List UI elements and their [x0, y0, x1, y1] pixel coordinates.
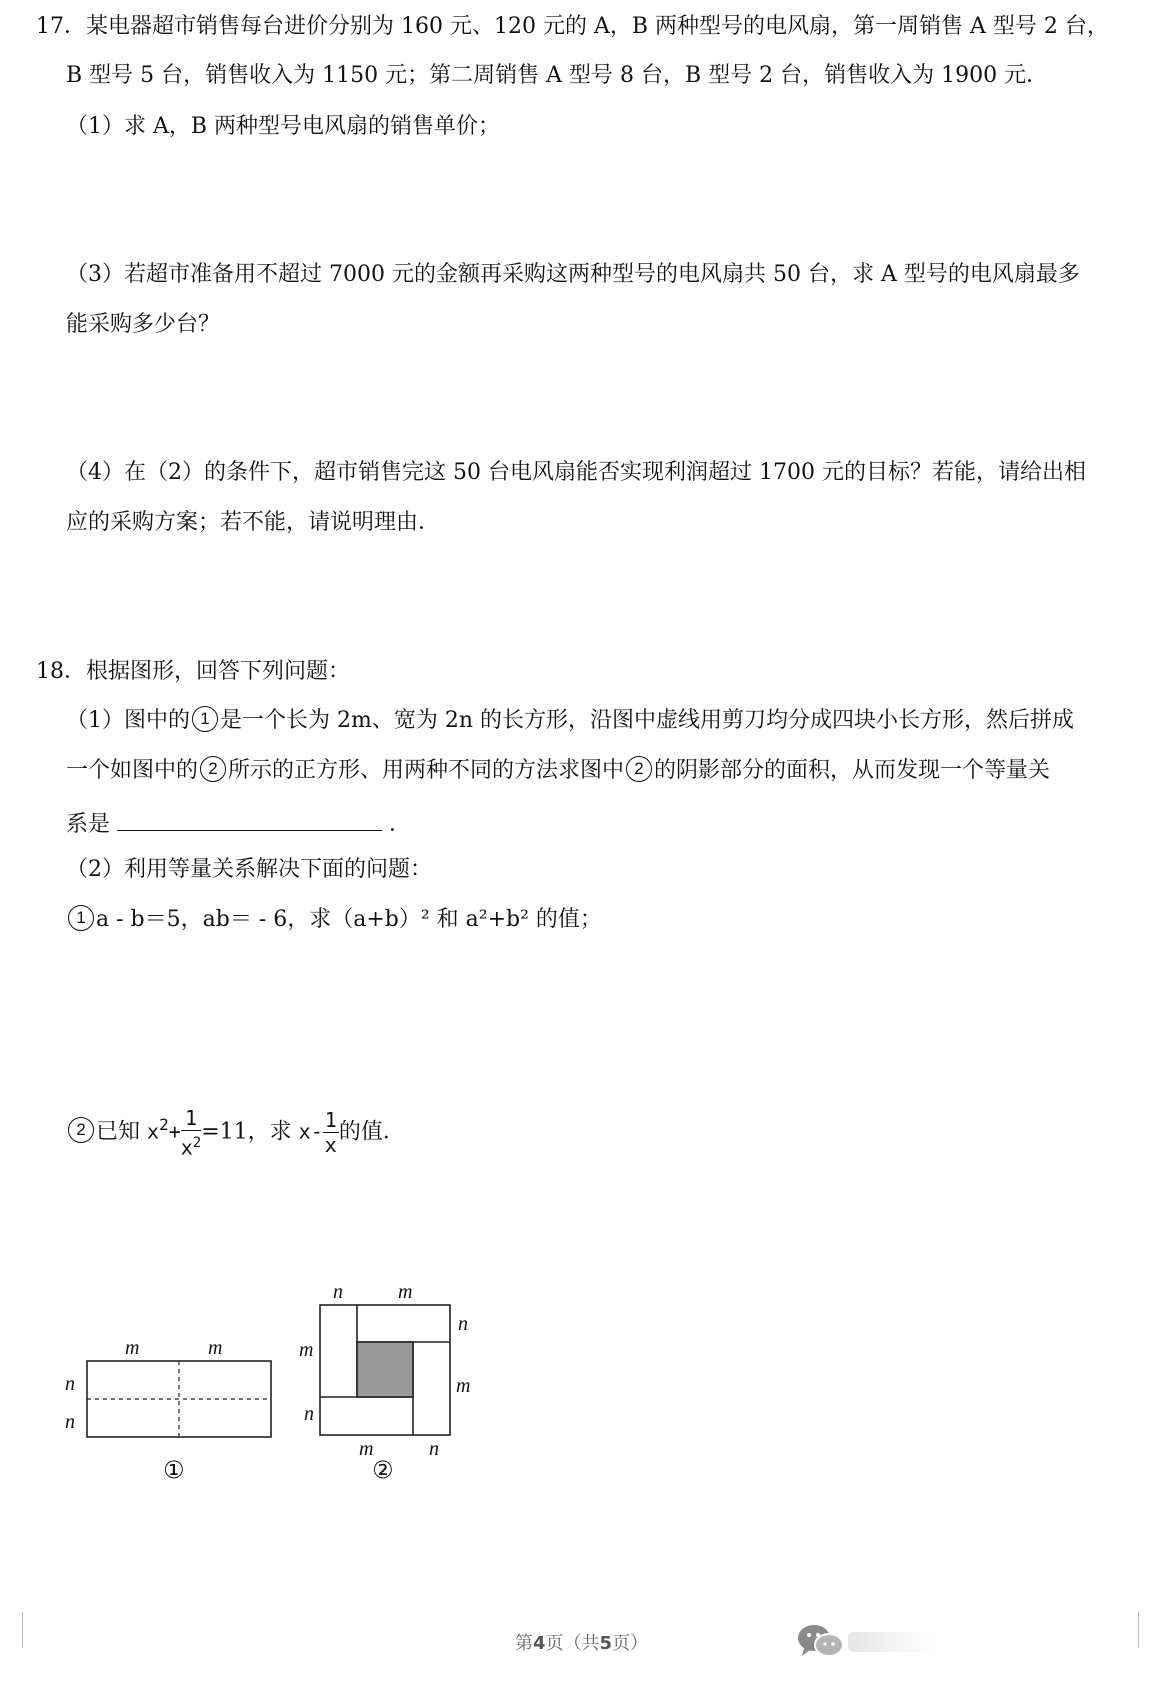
- fig2-label-right-m: m: [456, 1375, 471, 1397]
- q18-part1-line3: [66, 806, 411, 840]
- q18-part2: （2）利用等量关系解决下面的问题：: [66, 857, 432, 882]
- q18-title: 18．根据图形，回答下列问题：: [36, 659, 350, 684]
- q18-sub2: [66, 1095, 405, 1159]
- fig2-label-top-n: n: [333, 1281, 343, 1303]
- q18-sub1-text: a - b＝5，ab＝ - 6，求（a+b）² 和 a²+b² 的值；: [96, 907, 602, 932]
- fig2-label-top-m: m: [398, 1281, 413, 1303]
- frac-num: 1: [324, 1107, 337, 1132]
- figure-1: [65, 1337, 271, 1484]
- fig2-label-bottom-m: m: [359, 1438, 374, 1460]
- fig2-label-left-n: n: [304, 1403, 314, 1425]
- q17-part4-line2: 应的采购方案；若不能，请说明理由．: [66, 510, 441, 535]
- fig1-label-m1: m: [125, 1337, 140, 1359]
- fig2-caption: ②: [372, 1456, 394, 1484]
- q18-p1a-pre: （1）图中的: [66, 708, 190, 733]
- q17-part3-line2: 能采购多少台？: [66, 312, 221, 337]
- q17-part4-line1: （4）在（2）的条件下，超市销售完这 50 台电风扇能否实现利润超过 1700 元的目标？若能，请给出相: [66, 460, 1086, 485]
- fig1-label-n1: n: [65, 1373, 75, 1395]
- fig1-label-n2: n: [65, 1411, 75, 1433]
- q17-part3-line1: （3）若超市准备用不超过 7000 元的金额再采购这两种型号的电风扇共 50 台，求 A 型号的电风扇最多: [66, 262, 1080, 287]
- minus-sign: -: [310, 1119, 323, 1144]
- x-var: x: [298, 1119, 311, 1144]
- q17-part1: （1）求 A，B 两种型号电风扇的销售单价；: [66, 114, 501, 139]
- q18-p1c-pre: 系是: [66, 812, 111, 837]
- fraction-1-over-x: [323, 1108, 339, 1157]
- q18-p1a-mid: 是一个长为 2m、宽为 2n 的长方形，沿图中虚线用剪刀均分成四块小长方形，然后拼成: [220, 708, 1075, 733]
- q17-line1: 17．某电器超市销售每台进价分别为 160 元、120 元的 A，B 两种型号的电风扇，第一周销售 A 型号 2 台，: [36, 14, 1109, 39]
- fig1-caption: ①: [163, 1456, 185, 1484]
- footer-pre: 第: [515, 1633, 533, 1654]
- q18-p1c-post: ．: [389, 812, 412, 837]
- fig2-shaded-square: [357, 1342, 413, 1397]
- x-var: x: [147, 1119, 160, 1144]
- chat-bubbles-icon: [796, 1622, 848, 1662]
- figures: [60, 1268, 560, 1498]
- frac-den-x: x: [180, 1135, 193, 1160]
- circle-two: 2: [626, 756, 652, 782]
- frac-num: 1: [181, 1106, 201, 1131]
- frac-den: x: [324, 1132, 337, 1157]
- fig2-label-bottom-n: n: [429, 1438, 439, 1460]
- circle-one: 1: [192, 706, 218, 732]
- q18-part1-line2: [66, 756, 1050, 786]
- footer-post: 页）: [612, 1633, 649, 1654]
- q17-line2: B 型号 5 台，销售收入为 1150 元；第二周销售 A 型号 8 台，B 型号 2 台，销售收入为 1900 元．: [66, 63, 1049, 88]
- plus-sign: +: [168, 1119, 181, 1144]
- fig2-label-right-n: n: [458, 1313, 468, 1335]
- corner-mark-right: [1138, 1612, 1161, 1648]
- corner-mark-left: [0, 1612, 23, 1648]
- q18-p1b-mid: 所示的正方形、用两种不同的方法求图中: [228, 758, 625, 783]
- footer-page-number: 4: [533, 1633, 546, 1654]
- q18-sub1: [66, 905, 602, 935]
- circle-one: 1: [68, 905, 94, 931]
- circle-two: 2: [200, 756, 226, 782]
- fraction-1-over-x2: [181, 1106, 201, 1160]
- frac-den-exp: 2: [192, 1134, 202, 1151]
- watermark-blur: [848, 1632, 938, 1652]
- q18-sub2-post: 的值．: [338, 1119, 405, 1145]
- page-footer: [515, 1629, 648, 1655]
- q18-p1b-pre: 一个如图中的: [66, 758, 199, 783]
- footer-mid: 页（共: [545, 1633, 600, 1654]
- fig1-label-m2: m: [208, 1337, 223, 1359]
- circle-two: 2: [68, 1117, 94, 1143]
- q18-sub2-eq: =11，求: [201, 1119, 292, 1145]
- frac-den: [181, 1131, 201, 1160]
- answer-blank[interactable]: [117, 806, 382, 831]
- q18-part1-line1: [66, 706, 1074, 736]
- fig2-label-left-m: m: [299, 1339, 314, 1361]
- q18-sub2-pre: 已知: [96, 1119, 141, 1145]
- exponent: 2: [159, 1115, 169, 1134]
- figure-2: [299, 1281, 470, 1484]
- footer-total-pages: 5: [599, 1633, 613, 1654]
- q18-p1b-post: 的阴影部分的面积，从而发现一个等量关: [654, 758, 1051, 783]
